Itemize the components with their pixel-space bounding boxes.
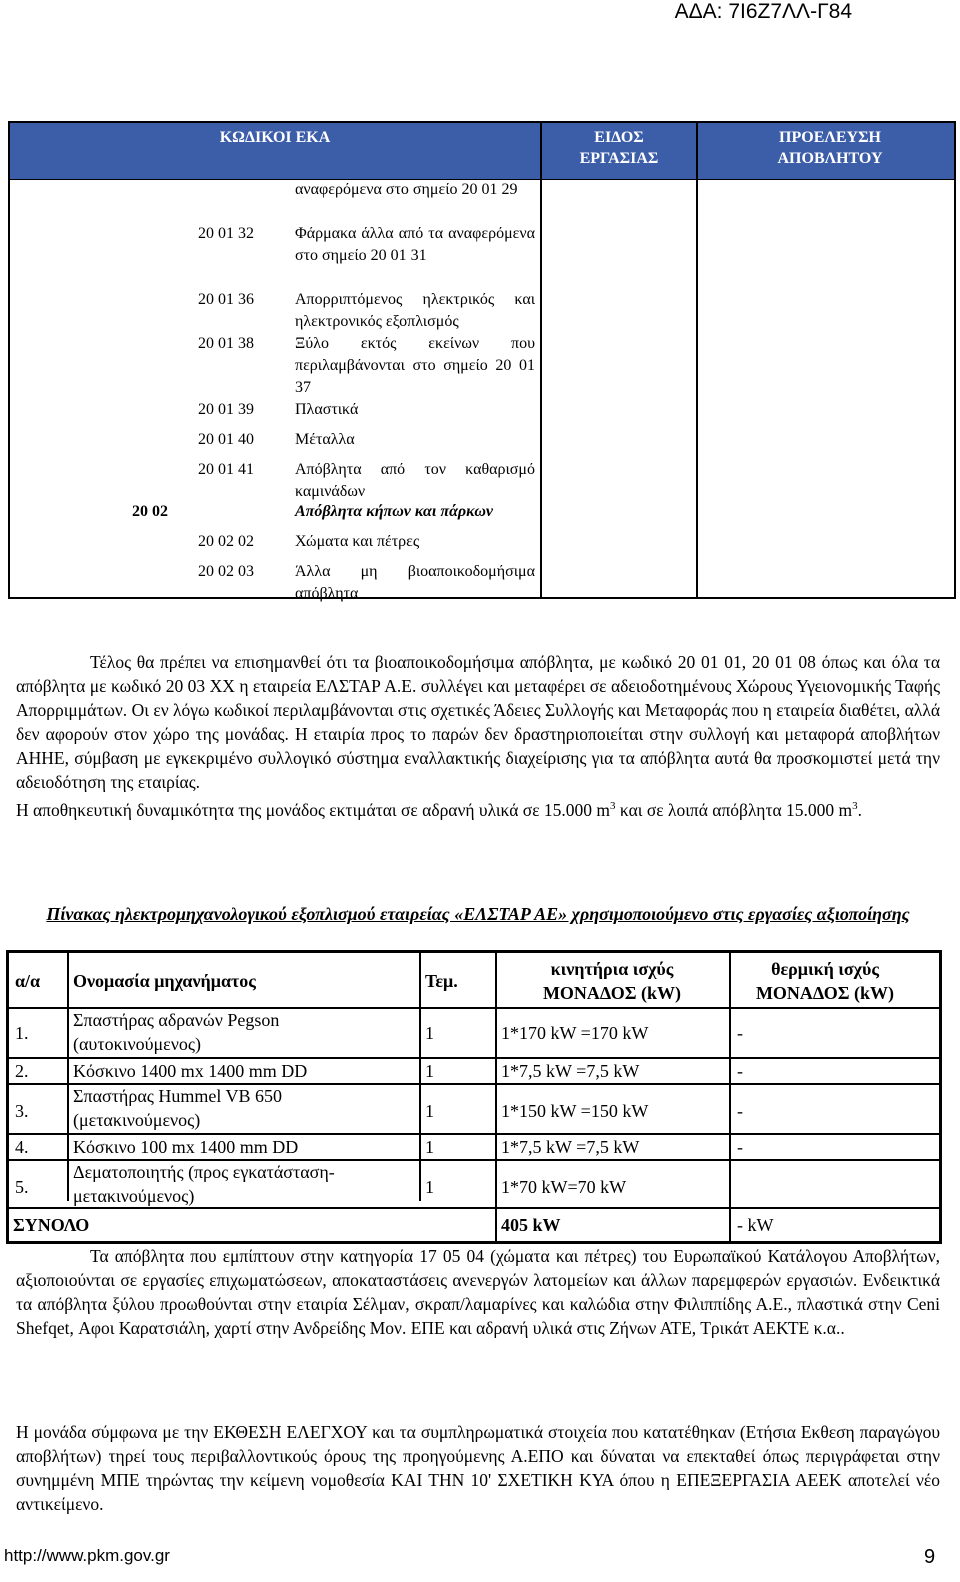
- total-label: ΣΥΝΟΛΟ: [13, 1215, 90, 1235]
- row-num: 5.: [15, 1177, 29, 1197]
- page-number: 9: [924, 1546, 936, 1568]
- paragraph-biodegradable: Τέλος θα πρέπει να επισημανθεί ότι τα βιοαποικοδομήσιμα απόβλητα, με κωδικό 20 01 01, 20 01 08 όπως και όλα τα απόβλητα με κωδικό 20 03 ΧΧ η εταιρεία ΕΛΣΤΑΡ Α.Ε. συλλέγει και μεταφέρει σε αδειοδοτημένους Χώρους Υγειονομικής Ταφής Απορριμμάτων. Οι εν λόγω κωδικοί περιλαμβάνονται στις σχετικές Άδειες Συλλογής και Μεταφοράς που η εταιρεία διαθέτει, αλλά δεν αφορούν στον χώρο της μονάδας. Η εταιρία προς το παρών δεν δραστηριοποιείται στην συλλογή και μεταφορά αποβλήτων ΑΗΗΕ, σύμβαση με εγκεκριμένο συλλογικό σύστημα εναλλακτικής διαχείρισης για τα απόβλητα αυτά θα προσκομιστεί μετά την αδειοδότηση της εταιρίας. Η αποθηκευτική δυναμικότητα της μονάδος εκτιμάται σε αδρανή υλικά σε 15.000 $m^3$ και σε λοιπά απόβλητα 15.000 $m^3$.: [16, 652, 940, 820]
- eka-codes-table: ΚΩΔΙΚΟΙ ΕΚΑ ΕΙΔΟΣ ΕΡΓΑΣΙΑΣ ΠΡΟΕΛΕΥΣΗ ΑΠΟΒΛΗΤΟΥ αναφερόμενα στο σημείο 20 01 29 20 01 32 Φάρμακα άλλα από τα αναφερόμενα στο σημείο 20 01 31 20 01 36 Απορριπτόμενος ηλεκτρικός και ηλεκτρονικός εξοπλισμός 20 01 38 Ξύλο εκτός εκείνων που περιλαμβάνονται στο σημείο 20 01 37 20 01 39 Πλαστικά 20 01 40 Μέταλλα 20 01 41 Απόβλητα από τον καθαρισμό καμινάδων 20 02 Απόβλητα κήπων και πάρκων 20 02 02 Χώματα και πέτρες 20 02 03 Άλλα μη βιοαποικοδομήσιμα απόβλητα: [8, 121, 956, 599]
- col-header-num: α/α: [15, 971, 41, 991]
- footer-url-link[interactable]: http://www.pkm.gov.gr: [4, 1546, 170, 1565]
- total-motor-power: 405 kW: [501, 1215, 561, 1235]
- row-num: 3.: [15, 1101, 29, 1121]
- col-header-name: Ονομασία μηχανήματος: [73, 971, 256, 991]
- equipment-table-title: Πίνακας ηλεκτρομηχανολογικού εξοπλισμού εταιρείας «ΕΛΣΤΑΡ ΑΕ» χρησιμοποιούμενο στις εργασίες αξιοποίησης: [46, 904, 910, 924]
- row-num: 1.: [15, 1023, 29, 1043]
- paragraph-storage-capacity: Η αποθηκευτική δυναμικότητα της μονάδος εκτιμάται σε αδρανή υλικά σε 15.000 $m^3$ και σε λοιπά απόβλητα 15.000 $m^3$.: [16, 799, 863, 820]
- col-header-qty: Τεμ.: [425, 971, 458, 991]
- paragraph-waste-categories: Τα απόβλητα που εμπίπτουν στην κατηγορία 17 05 04 (χώματα και πέτρες) του Ευρωπαϊκού Κατάλογου Αποβλήτων, αξιοποιούνται σε εργασίες επιχωματώσεων, αποκαταστάσεις ανενεργών λατομείων και άλλων παρεμφερών εργασιών. Ενδεικτικά τα απόβλητα ξύλου προωθούνται στην εταιρία Σέλμαν, σκραπ/λαμαρίνες και καλώδια στην Φιλιππίδης Α.Ε., πλαστικά στην Ceni Shefqet, Αφοι Καρατσιάλη, χαρτί στην Ανδρείδης Μον. ΕΠΕ και αδρανή υλικά στις Ζήνων ΑΤΕ, Τρικάτ ΑΕΚΤΕ κ.α..: [16, 1246, 940, 1338]
- total-thermal-power: - kW: [737, 1215, 774, 1235]
- row-name: Δεματοποιητής (προς εγκατάσταση- μετακινούμενος): [73, 1162, 335, 1206]
- row-name: Κόσκινο 1400 mx 1400 mm DD: [73, 1061, 308, 1081]
- row-num: 2.: [15, 1061, 29, 1081]
- row-num: 4.: [15, 1137, 29, 1157]
- row-name: Κόσκινο 100 mx 1400 mm DD: [73, 1137, 299, 1157]
- document-id: ΑΔΑ: 7Ι6Ζ7ΛΛ-Γ84: [674, 0, 852, 23]
- equipment-table: α/α Ονομασία μηχανήματος Τεμ. κινητήρια ισχύς ΜΟΝΑΔΟΣ (kW) θερμική ισχύς ΜΟΝΑΔΟΣ (kW) 1. Σπαστήρας αδρανών Pegson (αυτοκινούμενος) 1 1*170 kW =170 kW - 2. Κόσκινο 1400 mx 1400 mm DD 1 1*7,5 kW =7,5 kW - 3. Σπαστήρας Hummel VB 650 (μετακινούμενος) 1 1*150 kW =150 kW - 4. Κόσκινο 100 mx 1400 mm DD 1 1*7,5 kW =7,5 kW - 5. Δεματοποιητής (προς εγκατάσταση- μετακινούμενος) 1 1*70 kW=70 kW ΣΥΝΟΛΟ 405 kW - kW: [6, 950, 942, 1244]
- header-work-type: ΕΙΔΟΣ ΕΡΓΑΣΙΑΣ: [579, 129, 659, 167]
- header-waste-origin: ΠΡΟΕΛΕΥΣΗ ΑΠΟΒΛΗΤΟΥ: [777, 129, 883, 167]
- paragraph-compliance: Η μονάδα σύμφωνα με την ΕΚΘΕΣΗ ΕΛΕΓΧΟΥ και τα συμπληρωματικά στοιχεία που κατατέθηκαν (Ετήσια Εκθεση παραγώγου αποβλήτων) τηρεί τους περιβαλλοντικούς όρους της προηγούμενης Α.ΕΠΟ και δύναται να επεκταθεί όπως περιγράφεται στην συνημμένη ΜΠΕ τηρώντας την κείμενη νομοθεσία ΚΑΙ ΤΗΝ 10' ΣΧΕΤΙΚΗ ΚΥΑ όπου η ΕΠΕΞΕΡΓΑΣΙΑ ΑΕΕΚ αποτελεί νέο αντικείμενο.: [16, 1422, 940, 1514]
- row-name: Σπαστήρας αδρανών Pegson (αυτοκινούμενος): [73, 1010, 280, 1054]
- col-header-motor-power: κινητήρια ισχύς ΜΟΝΑΔΟΣ (kW): [542, 959, 682, 1003]
- header-eka-codes: ΚΩΔΙΚΟΙ ΕΚΑ: [219, 129, 331, 146]
- col-header-thermal-power: θερμική ισχύς ΜΟΝΑΔΟΣ (kW): [755, 959, 895, 1003]
- row-name: Σπαστήρας Hummel VB 650 (μετακινούμενος): [73, 1086, 283, 1130]
